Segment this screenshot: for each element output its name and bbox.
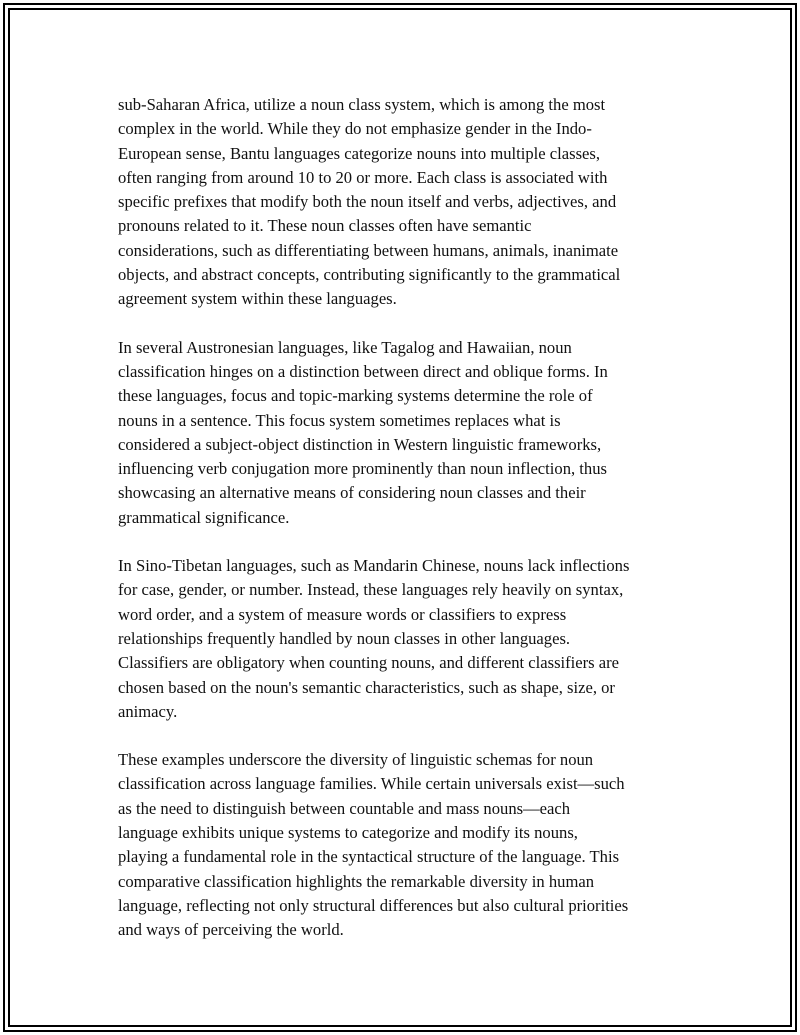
text-line: influencing verb conjugation more prominently than noun inflection, thus [118,459,607,479]
text-line: language, reflecting not only structural differences but also cultural priorities [118,895,629,915]
text-line: considerations, such as differentiating between humans, animals, inanimate [118,240,619,260]
text-line: playing a fundamental role in the syntactical structure of the language. This [118,847,620,867]
text-line: In several Austronesian languages, like Tagalog and Hawaiian, noun [118,337,572,357]
text-line: and ways of perceiving the world. [118,920,344,940]
text-line: chosen based on the noun's semantic characteristics, such as shape, size, or [118,677,615,697]
text-line: nouns in a sentence. This focus system sometimes replaces what is [118,410,561,430]
text-line: relationships frequently handled by noun classes in other languages. [118,628,571,648]
text-line: grammatical significance. [118,507,290,527]
text-line: these languages, focus and topic-marking systems determine the role of [118,386,593,406]
document-body [118,93,698,967]
text-line: showcasing an alternative means of considering noun classes and their [118,483,586,503]
text-line: complex in the world. While they do not emphasize gender in the Indo- [118,119,592,139]
text-line: language exhibits unique systems to categorize and modify its nouns, [118,823,578,843]
text-line: word order, and a system of measure words or classifiers to express [118,604,567,624]
paragraph-bantu-noun-classes [118,93,698,312]
text-line: considered a subject-object distinction in Western linguistic frameworks, [118,434,602,454]
text-line: often ranging from around 10 to 20 or more. Each class is associated with [118,167,608,187]
paragraph-sino-tibetan-languages [118,554,698,724]
text-line: These examples underscore the diversity of linguistic schemas for noun [118,750,594,770]
text-line: classification across language families. While certain universals exist—such [118,774,625,794]
text-line: as the need to distinguish between countable and mass nouns—each [118,798,571,818]
text-line: pronouns related to it. These noun classes often have semantic [118,216,532,236]
text-line: Classifiers are obligatory when counting nouns, and different classifiers are [118,653,620,673]
text-line: comparative classification highlights the remarkable diversity in human [118,871,595,891]
text-line: In Sino-Tibetan languages, such as Mandarin Chinese, nouns lack inflections [118,556,630,576]
text-line: for case, gender, or number. Instead, these languages rely heavily on syntax, [118,580,624,600]
paragraph-austronesian-languages [118,336,698,530]
text-line: animacy. [118,701,178,721]
text-line: European sense, Bantu languages categorize nouns into multiple classes, [118,143,601,163]
text-line: objects, and abstract concepts, contributing significantly to the grammatical [118,265,621,285]
text-line: sub-Saharan Africa, utilize a noun class system, which is among the most [118,95,606,114]
text-line: agreement system within these languages. [118,289,397,309]
paragraph-conclusion [118,748,698,942]
text-line: specific prefixes that modify both the noun itself and verbs, adjectives, and [118,192,617,212]
text-line: classification hinges on a distinction between direct and oblique forms. In [118,361,608,381]
